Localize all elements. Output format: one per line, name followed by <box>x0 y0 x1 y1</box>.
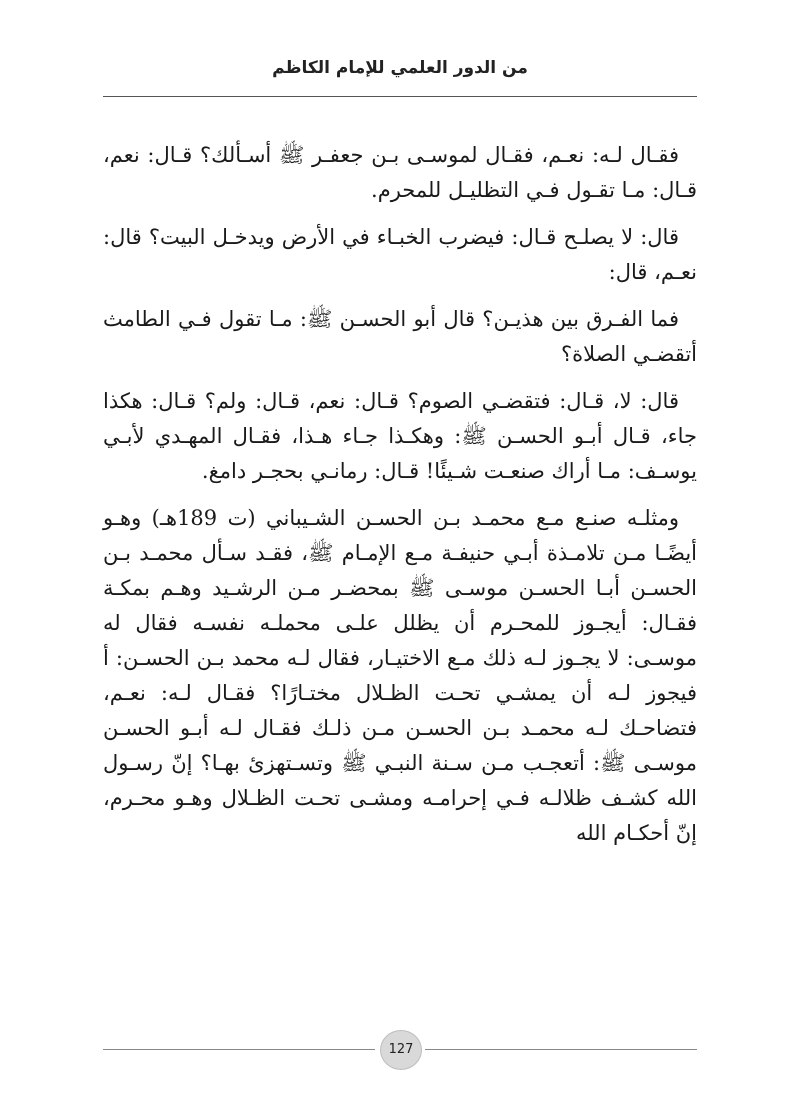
paragraph: فقـال لـه: نعـم، فقـال لموسـى بـن جعفـر ﷺ أسـألك؟ قـال: نعم، قـال: مـا تقـول فـي التظليـل للمحرم. <box>103 143 697 202</box>
paragraph: فما الفـرق بين هذيـن؟ قال أبو الحسـن ﷺ: مـا تقول فـي الطامث أتقضـي الصلاة؟ <box>103 307 697 366</box>
page-footer <box>103 1030 697 1070</box>
paragraph: ومثلـه صنـع مـع محمـد بـن الحسـن الشـيباني (ت 189هـ) وهـو أيضًـا مـن تلامـذة أبـي حنيفـة مـع الإمـام ﷺ، فقـد سـأل محمـد بـن الحسـن أبـا الحسـن موسـى ﷺ بمحضـر مـن الرشـيد وهـم بمكـة فقـال: أيجـوز للمحـرم أن يظلل علـى محملـه نفسـه فقال له موسـى: لا يجـوز لـه ذلك مـع الاختيـار، فقال لـه محمد بـن الحسـن: أ فيجوز لـه أن يمشـي تحـت الظـلال مختـارًا؟ فقـال لـه: نعـم، فتضاحـك لـه محمـد بـن الحسـن مـن ذلـك فقـال لـه أبـو الحسـن موسـى ﷺ: أتعجـب مـن سـنة النبـي ﷺ وتسـتهزئ بهـا؟ إنّ رسـول الله كشـف ظلالـه فـي إحرامـه ومشـى تحـت الظـلال وهـو محـرم، إنّ أحكـام الله <box>103 506 697 845</box>
footer-divider-right <box>425 1049 697 1050</box>
running-header-title: من الدور العلمي للإمام الكاظم <box>272 58 528 78</box>
header-divider <box>103 96 697 97</box>
body-text <box>103 138 697 851</box>
paragraph: قال: لا يصلـح قـال: فيضرب الخبـاء في الأرض ويدخـل البيت؟ قال: نعـم، قال: <box>103 225 697 284</box>
page-number-badge: 127 <box>380 1030 422 1070</box>
footer-divider-left <box>103 1049 375 1050</box>
paragraph: قال: لا، قـال: فتقضـي الصوم؟ قـال: نعم، قـال: ولم؟ قـال: هكذا جاء، قـال أبـو الحسـن ﷺ: وهكـذا جـاء هـذا، فقـال المهـدي لأبـي يوسـف: مـا أراك صنعـت شـيئًا! قـال: رمانـي بحجـر دامغ. <box>103 389 697 483</box>
